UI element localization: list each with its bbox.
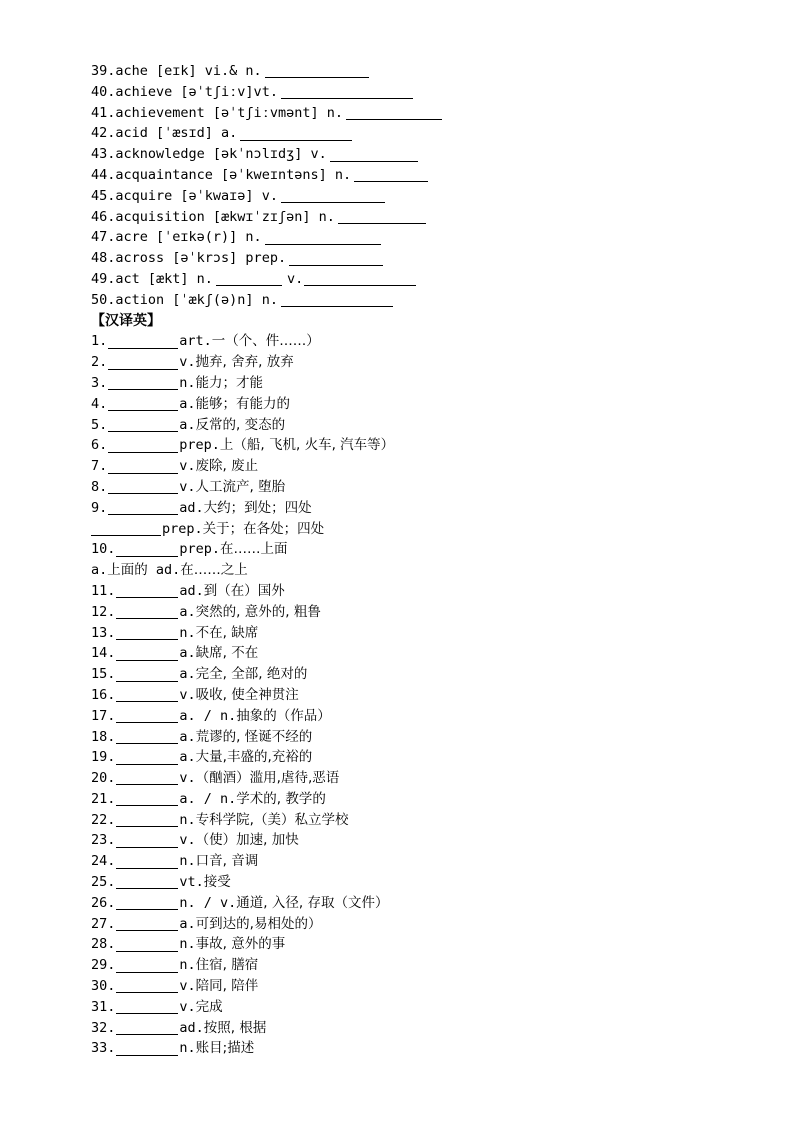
- vocab-row: [91, 830, 771, 851]
- chinese-meaning: 反常的, 变态的: [195, 416, 286, 433]
- answer-blank[interactable]: [116, 730, 178, 744]
- vocab-row: [91, 747, 771, 768]
- answer-blank[interactable]: [116, 813, 178, 827]
- vocab-row: [91, 1018, 771, 1039]
- item-entry: acquisition [ækwɪˈzɪʃən] n.: [115, 208, 335, 225]
- vocab-row: [91, 810, 771, 831]
- item-entry: act [ækt] n.: [115, 270, 213, 287]
- answer-blank[interactable]: [108, 356, 178, 370]
- part-of-speech: a.: [179, 728, 196, 745]
- item-number: 13.: [91, 624, 116, 641]
- chinese-meaning: 陪同, 陪伴: [195, 978, 259, 995]
- item-number: 11.: [91, 582, 116, 599]
- answer-blank[interactable]: [108, 376, 178, 390]
- item-number: 50.: [91, 291, 116, 308]
- item-entry: acquire [əˈkwaɪə] v.: [115, 187, 278, 204]
- answer-blank[interactable]: [116, 834, 178, 848]
- item-number: 17.: [91, 707, 116, 724]
- part-of-speech: ad.: [179, 1019, 204, 1036]
- chinese-meaning: 通道, 入径, 存取（文件）: [236, 894, 389, 911]
- chinese-meaning: 学术的, 教学的: [236, 790, 326, 807]
- part-of-speech: n.: [179, 1040, 196, 1057]
- part-of-speech: a.: [179, 915, 196, 932]
- chinese-meaning: 荒谬的, 怪诞不经的: [195, 728, 313, 745]
- vocab-row: [91, 477, 771, 498]
- chinese-meaning: 口音, 音调: [195, 853, 259, 870]
- item-number: 23.: [91, 832, 116, 849]
- item-number: 27.: [91, 915, 116, 932]
- part-of-speech: a.: [179, 395, 196, 412]
- part-of-speech: n. / v.: [179, 894, 237, 911]
- answer-blank[interactable]: [108, 439, 178, 453]
- chinese-meaning: 到（在）国外: [203, 582, 285, 599]
- answer-blank[interactable]: [116, 1000, 178, 1014]
- worksheet: [91, 61, 771, 1059]
- vocab-row: [91, 789, 771, 810]
- item-number: 44.: [91, 166, 116, 183]
- vocab-row: [91, 664, 771, 685]
- answer-blank[interactable]: [216, 272, 282, 286]
- vocab-row: [91, 61, 771, 82]
- part-of-speech: a. / n.: [179, 790, 237, 807]
- item-number: 49.: [91, 270, 116, 287]
- item-number: 43.: [91, 146, 116, 163]
- vocab-row: [91, 331, 771, 352]
- answer-blank[interactable]: [116, 751, 178, 765]
- answer-blank[interactable]: [116, 1021, 178, 1035]
- part-of-speech: n.: [179, 936, 196, 953]
- item-number: 15.: [91, 666, 116, 683]
- vocab-row: [91, 685, 771, 706]
- part-of-speech: v.: [179, 458, 196, 475]
- chinese-meaning: 能够；有能力的: [195, 395, 291, 412]
- item-number: 29.: [91, 957, 116, 974]
- item-number: 30.: [91, 978, 116, 995]
- vocab-row: [91, 768, 771, 789]
- chinese-meaning: 一（个、件……）: [211, 333, 320, 350]
- vocab-row: [91, 602, 771, 623]
- answer-blank[interactable]: [116, 605, 178, 619]
- item-number: 48.: [91, 250, 116, 267]
- chinese-meaning: 大量,丰盛的,充裕的: [195, 749, 313, 766]
- part-of-speech: a. / n.: [179, 707, 237, 724]
- item-number: 19.: [91, 749, 116, 766]
- part-of-speech: v.: [179, 770, 196, 787]
- vocab-row: [91, 227, 771, 248]
- item-number: 8.: [91, 478, 108, 495]
- item-number: 33.: [91, 1040, 116, 1057]
- answer-blank[interactable]: [265, 231, 381, 245]
- chinese-meaning: 缺席, 不在: [195, 645, 259, 662]
- answer-blank[interactable]: [116, 875, 178, 889]
- vocab-row: [91, 914, 771, 935]
- item-number: 25.: [91, 874, 116, 891]
- part-of-speech: a.: [179, 749, 196, 766]
- answer-blank[interactable]: [330, 148, 418, 162]
- answer-blank[interactable]: [116, 938, 178, 952]
- answer-blank[interactable]: [108, 335, 178, 349]
- item-number: 26.: [91, 894, 116, 911]
- vocab-row: [91, 706, 771, 727]
- item-number: 6.: [91, 437, 108, 454]
- part-of-speech: n.: [179, 957, 196, 974]
- part-of-speech: vt.: [179, 874, 204, 891]
- part-of-speech: ad.: [179, 499, 204, 516]
- vocab-row: [91, 456, 771, 477]
- vocab-row: [91, 415, 771, 436]
- answer-blank[interactable]: [116, 959, 178, 973]
- item-number: 9.: [91, 499, 108, 516]
- item-number: 21.: [91, 790, 116, 807]
- chinese-meaning: 能力；才能: [195, 374, 264, 391]
- item-entry: across [əˈkrɔs] prep.: [115, 250, 287, 267]
- item-number: 18.: [91, 728, 116, 745]
- part-of-speech: art.: [179, 333, 212, 350]
- answer-blank[interactable]: [108, 397, 178, 411]
- vocab-row: [91, 144, 771, 165]
- answer-blank[interactable]: [116, 1042, 178, 1056]
- vocab-row: [91, 872, 771, 893]
- vocab-row: [91, 394, 771, 415]
- vocab-row: [91, 103, 771, 124]
- item-number: 28.: [91, 936, 116, 953]
- chinese-meaning: 事故, 意外的事: [195, 936, 286, 953]
- answer-blank[interactable]: [116, 668, 178, 682]
- chinese-meaning: 完成: [195, 998, 223, 1015]
- vocab-row: [91, 82, 771, 103]
- item-number: 2.: [91, 354, 108, 371]
- part-of-speech: v.: [179, 832, 196, 849]
- chinese-meaning: 关于；在各处；四处: [202, 520, 325, 537]
- item-entry: acquaintance [əˈkweɪntəns] n.: [115, 166, 352, 183]
- answer-blank[interactable]: [116, 584, 178, 598]
- item-number: 32.: [91, 1019, 116, 1036]
- item-entry-second: v.: [286, 270, 304, 287]
- answer-blank[interactable]: [354, 168, 428, 182]
- answer-blank[interactable]: [108, 480, 178, 494]
- vocab-row: [91, 248, 771, 269]
- item-number: 24.: [91, 853, 116, 870]
- item-number: 4.: [91, 395, 108, 412]
- vocab-row: [91, 934, 771, 955]
- vocab-row: [91, 207, 771, 228]
- vocab-row: [91, 955, 771, 976]
- vocab-row: [91, 560, 771, 581]
- item-number: 45.: [91, 187, 116, 204]
- vocab-row: [91, 519, 771, 540]
- chinese-meaning: 可到达的,易相处的）: [195, 915, 322, 932]
- answer-blank[interactable]: [346, 106, 442, 120]
- answer-blank[interactable]: [116, 917, 178, 931]
- vocab-row: [91, 623, 771, 644]
- answer-blank[interactable]: [116, 896, 178, 910]
- chinese-meaning: 完全, 全部, 绝对的: [195, 666, 308, 683]
- item-number: 16.: [91, 686, 116, 703]
- answer-blank[interactable]: [281, 293, 393, 307]
- chinese-meaning: 废除, 废止: [195, 458, 259, 475]
- part-of-speech: a.: [179, 603, 196, 620]
- item-entry: acid [ˈæsɪd] a.: [115, 125, 238, 142]
- part-of-speech: a.: [179, 416, 196, 433]
- vocab-row: [91, 643, 771, 664]
- vocab-row: [91, 290, 771, 311]
- answer-blank[interactable]: [116, 688, 178, 702]
- part-of-speech: prep.: [179, 437, 220, 454]
- part-of-speech: v.: [179, 998, 196, 1015]
- item-number: 31.: [91, 998, 116, 1015]
- vocab-row: [91, 269, 771, 290]
- english-to-chinese-list: [91, 61, 771, 311]
- item-number: 5.: [91, 416, 108, 433]
- section-heading: 【汉译英】: [91, 312, 161, 329]
- part-of-speech: v.: [179, 478, 196, 495]
- chinese-meaning: （酗酒）滥用,虐待,恶语: [195, 770, 340, 787]
- vocab-row: [91, 123, 771, 144]
- part-of-speech: n.: [179, 374, 196, 391]
- chinese-meaning: 抽象的（作品）: [236, 707, 331, 724]
- vocab-row: [91, 997, 771, 1018]
- item-number: 42.: [91, 125, 116, 142]
- vocab-row: [91, 165, 771, 186]
- item-number: 10.: [91, 541, 116, 558]
- item-number: 3.: [91, 374, 108, 391]
- answer-blank[interactable]: [240, 127, 352, 141]
- chinese-meaning: （使）加速, 加快: [195, 832, 299, 849]
- answer-blank[interactable]: [281, 85, 413, 99]
- vocab-row: [91, 976, 771, 997]
- vocab-row: [91, 893, 771, 914]
- chinese-meaning: 在……上面: [220, 541, 288, 558]
- item-number: 14.: [91, 645, 116, 662]
- item-number: 22.: [91, 811, 116, 828]
- answer-blank[interactable]: [116, 709, 178, 723]
- answer-blank[interactable]: [108, 418, 178, 432]
- part-of-speech: v.: [179, 686, 196, 703]
- answer-blank[interactable]: [116, 792, 178, 806]
- chinese-meaning: 接受: [203, 874, 231, 891]
- answer-blank[interactable]: [289, 252, 383, 266]
- part-of-speech: v.: [179, 354, 196, 371]
- chinese-meaning: 在……之上: [180, 562, 248, 579]
- vocab-row: [91, 186, 771, 207]
- part-of-speech: n.: [179, 811, 196, 828]
- answer-blank[interactable]: [116, 979, 178, 993]
- answer-blank[interactable]: [304, 272, 416, 286]
- chinese-meaning: 专科学院,（美）私立学校: [195, 811, 349, 828]
- item-entry: achieve [əˈtʃiːv]vt.: [115, 83, 278, 100]
- vocab-row: [91, 539, 771, 560]
- chinese-to-english-list: [91, 331, 771, 1059]
- vocab-row: [91, 435, 771, 456]
- answer-blank[interactable]: [116, 855, 178, 869]
- answer-blank[interactable]: [108, 501, 178, 515]
- vocab-row: [91, 727, 771, 748]
- answer-blank[interactable]: [281, 189, 385, 203]
- item-entry: acre [ˈeɪkə(r)] n.: [115, 229, 262, 246]
- item-number: 20.: [91, 770, 116, 787]
- item-number: 40.: [91, 83, 116, 100]
- chinese-meaning: 住宿, 膳宿: [195, 957, 259, 974]
- item-number: 12.: [91, 603, 116, 620]
- chinese-meaning: 吸收, 使全神贯注: [195, 686, 299, 703]
- item-number: 7.: [91, 458, 108, 475]
- part-of-speech: prep.: [179, 541, 221, 558]
- chinese-meaning: 突然的, 意外的, 粗鲁: [195, 603, 321, 620]
- vocab-row: [91, 851, 771, 872]
- answer-blank[interactable]: [338, 210, 426, 224]
- chinese-meaning: 大约；到处；四处: [203, 499, 312, 516]
- part-of-speech: v.: [179, 978, 196, 995]
- answer-blank[interactable]: [91, 522, 161, 536]
- answer-blank[interactable]: [116, 771, 178, 785]
- item-number: 41.: [91, 104, 116, 121]
- item-entry: acknowledge [əkˈnɔlɪdʒ] v.: [115, 146, 327, 163]
- vocab-row: [91, 373, 771, 394]
- chinese-meaning: 人工流产, 堕胎: [195, 478, 286, 495]
- answer-blank[interactable]: [108, 460, 178, 474]
- answer-blank[interactable]: [116, 626, 178, 640]
- item-entry: action [ˈækʃ(ə)n] n.: [115, 291, 278, 308]
- part-of-speech: ad.: [179, 582, 204, 599]
- vocab-row: [91, 581, 771, 602]
- item-number: 46.: [91, 208, 116, 225]
- item-number: 47.: [91, 229, 116, 246]
- item-number: 1.: [91, 333, 108, 350]
- chinese-meaning: 不在, 缺席: [195, 624, 259, 641]
- answer-blank[interactable]: [265, 64, 369, 78]
- part-of-speech: n.: [179, 853, 196, 870]
- chinese-meaning: 抛弃, 舍弃, 放弃: [195, 354, 294, 371]
- chinese-meaning: 上（船, 飞机, 火车, 汽车等）: [219, 437, 395, 454]
- answer-blank[interactable]: [116, 647, 178, 661]
- part-of-speech: a.: [179, 645, 196, 662]
- answer-blank[interactable]: [116, 543, 178, 557]
- part-of-speech: a.: [179, 666, 196, 683]
- item-number: 39.: [91, 63, 116, 79]
- part-of-speech: prep.: [162, 520, 203, 537]
- item-entry: ache [eɪk] vi.& n.: [115, 63, 262, 79]
- vocab-row: [91, 352, 771, 373]
- vocab-row: [91, 1038, 771, 1059]
- part-of-speech: n.: [179, 624, 196, 641]
- part-of-speech: a.上面的 ad.: [91, 562, 181, 579]
- chinese-meaning: 账目;描述: [195, 1040, 255, 1057]
- chinese-meaning: 按照, 根据: [203, 1019, 267, 1036]
- vocab-row: [91, 498, 771, 519]
- item-entry: achievement [əˈtʃiːvmənt] n.: [115, 104, 343, 121]
